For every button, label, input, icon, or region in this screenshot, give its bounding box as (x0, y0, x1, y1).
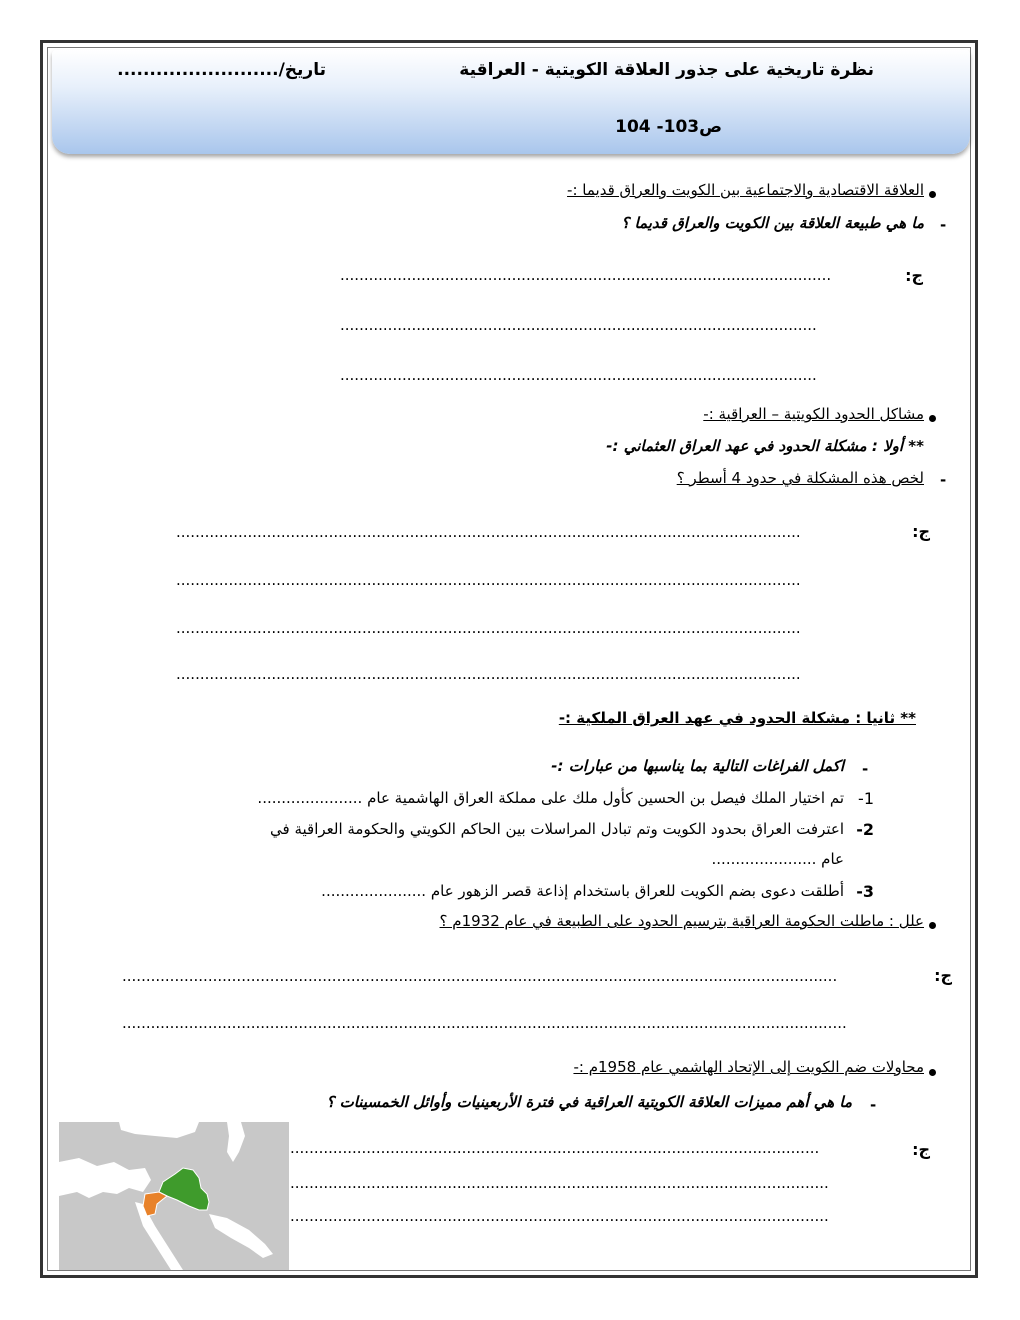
page-title: نظرة تاريخية على جذور العلاقة الكويتية - العراقية (459, 60, 874, 80)
map-svg (59, 1122, 289, 1270)
answer-line[interactable]: ............................................................................................................... (290, 1139, 820, 1157)
section1-heading: العلاقة الاقتصادية والاجتماعية بين الكويت والعراق قديما :- (567, 181, 924, 199)
section2-heading: مشاكل الحدود الكويتية – العراقية :- (703, 405, 924, 423)
section5-heading: محاولات ضم الكويت إلى الإتحاد الهاشمي عام 1958م :- (573, 1058, 924, 1076)
section3-heading: ** ثانيا : مشكلة الحدود في عهد العراق الملكية :- (558, 709, 916, 727)
answer-line[interactable]: ...................................................................................................................................................... (122, 967, 838, 985)
middle-east-map (59, 1122, 289, 1270)
dash-marker: - (862, 760, 869, 778)
fill-blank-item: أطلقت دعوى بضم الكويت للعراق باستخدام إذاعة قصر الزهور عام ...................... (321, 882, 844, 900)
fill-blank-continuation: عام ...................... (711, 850, 844, 868)
answer-label: ج: (912, 1140, 930, 1159)
section2-subheading: ** أولا : مشكلة الحدود في عهد العراق العثماني :- (606, 437, 924, 455)
section4-heading: علل : ماطلت الحكومة العراقية بترسيم الحدود على الطبيعة في عام 1932م ؟ (439, 912, 924, 930)
answer-line[interactable]: ................................................................................................................................... (176, 619, 801, 637)
bullet-icon (929, 1069, 936, 1076)
fill-blank-item: اعترفت العراق بحدود الكويت وتم تبادل المراسلات بين الحاكم الكويتي والحكومة العراقية في (270, 820, 844, 838)
answer-line[interactable]: ....................................................................................................... (340, 266, 832, 284)
answer-line[interactable]: ................................................................................................................................... (176, 571, 801, 589)
fill-blank-item: تم اختيار الملك فيصل بن الحسين كأول ملك على مملكة العراق الهاشمية عام ...................... (257, 789, 844, 807)
answer-line[interactable]: .................................................................................................... (340, 366, 817, 384)
dash-marker: - (870, 1096, 877, 1114)
dash-marker: - (940, 216, 947, 234)
item-number: 3- (856, 882, 874, 901)
answer-line[interactable]: ................................................................................................................................... (176, 523, 801, 541)
answer-line[interactable]: ........................................................................................................................................................ (122, 1014, 847, 1032)
item-number: 2- (856, 820, 874, 839)
section1-question: ما هي طبيعة العلاقة بين الكويت والعراق قديما ؟ (621, 214, 924, 232)
dash-marker: - (940, 471, 947, 489)
answer-label: ج: (905, 266, 923, 285)
answer-line[interactable]: ................................................................................................................. (290, 1207, 829, 1225)
section2-question: لخص هذه المشكلة في حدود 4 أسطر ؟ (676, 469, 924, 487)
item-number: 1- (858, 789, 874, 808)
answer-line[interactable]: ................................................................................................................. (290, 1174, 829, 1192)
answer-line[interactable]: .................................................................................................... (340, 316, 817, 334)
answer-label: ج: (912, 522, 930, 541)
page-reference: ص103- 104 (615, 117, 722, 137)
answer-label: ج: (934, 966, 952, 985)
section5-question: ما هي أهم مميزات العلاقة الكويتية العراقية في فترة الأربعينيات وأوائل الخمسينات ؟ (326, 1093, 852, 1111)
bullet-icon (929, 191, 936, 198)
section3-instruction: اكمل الفراغات التالية بما يناسبها من عبارات :- (551, 757, 844, 775)
answer-line[interactable]: ................................................................................................................................... (176, 665, 801, 683)
bullet-icon (929, 415, 936, 422)
date-field: تاريخ/......................... (117, 60, 326, 80)
bullet-icon (929, 922, 936, 929)
